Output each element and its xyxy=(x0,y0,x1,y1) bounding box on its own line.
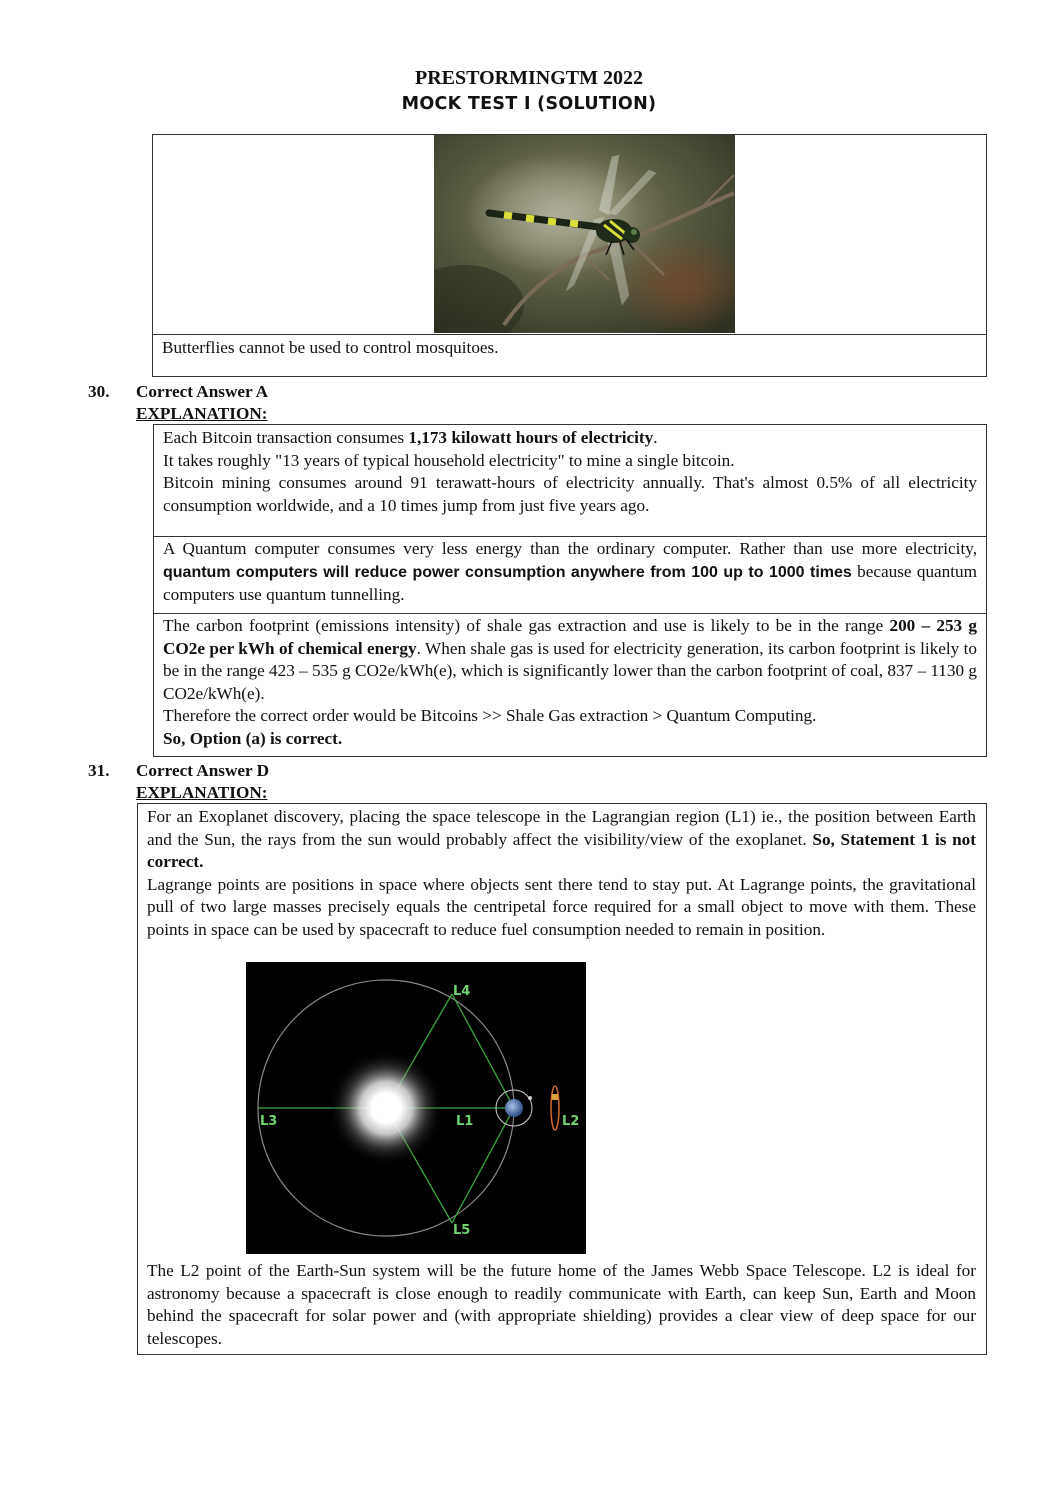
q30-explanation-label: EXPLANATION: xyxy=(136,404,268,423)
label-l2: L2 xyxy=(562,1114,580,1129)
label-l4: L4 xyxy=(453,984,471,999)
q30-order-text: Therefore the correct order would be Bitcoins >> Shale Gas extraction > Quantum Computing. xyxy=(163,706,817,726)
q31-paragraph-2: Lagrange points are positions in space where objects sent there tend to stay put. At Lagrange points, the gravitational pull of two large masses precisely equals the centripetal force required for a small object to move with them. These points in space can be used by spacecraft to reduce fuel consumption needed to remain in position. xyxy=(147,874,976,939)
q30-bitcoin-line3: Bitcoin mining consumes around 91 terawatt-hours of electricity annually. That's almost 0.5% of all electricity consumption worldwide, and a 10 times jump from just five years ago. xyxy=(163,473,977,515)
document-subtitle: MOCK TEST I (SOLUTION) xyxy=(401,94,657,114)
q31-paragraph-3: The L2 point of the Earth-Sun system will be the future home of the James Webb Space Telescope. L2 is ideal for astronomy because a spacecraft is close enough to readily communicate with Earth, can keep Sun, Earth and Moon behind the spacecraft for solar power and (with appropriate shielding) provides a clear view of deep space for our telescopes. xyxy=(147,1261,976,1348)
q30-shale-text: The carbon footprint (emissions intensity) of shale gas extraction and use is likely to be in the range 200 – 253 g CO2e per kWh of chemical energy. When shale gas is used for electricity generation, its carbon footprint is likely to be in the range 423 – 535 g CO2e/kWh(e), which is significantly lower than the carbon footprint of coal, 837 – 1130 g CO2e/kWh(e). xyxy=(163,616,977,703)
dragonfly-photo xyxy=(434,135,735,333)
q29-image-cell xyxy=(153,135,986,334)
q30-quantum-text: A Quantum computer consumes very less energy than the ordinary computer. Rather than use more electricity, quantum computers will reduce power consumption anywhere from 100 up to 1000 times because quantum computers use quantum tunnelling. xyxy=(163,539,977,605)
q30-bitcoin-line1: Each Bitcoin transaction consumes 1,173 kilowatt hours of electricity. xyxy=(163,428,658,447)
q30-explanation-table xyxy=(153,424,987,757)
q29-caption: Butterflies cannot be used to control mosquitoes. xyxy=(162,338,499,357)
q30-conclusion: So, Option (a) is correct. xyxy=(163,728,343,748)
label-l5: L5 xyxy=(453,1223,471,1238)
q31-cell xyxy=(138,804,986,1356)
q31-answer: Correct Answer D xyxy=(136,761,270,780)
q30-answer: Correct Answer A xyxy=(136,382,269,401)
q30-number: 30. xyxy=(88,382,110,401)
lagrange-diagram xyxy=(246,962,586,1254)
label-l1: L1 xyxy=(456,1114,474,1129)
q30-cell-shale xyxy=(154,613,986,758)
q30-cell-bitcoin xyxy=(154,425,986,536)
q30-cell-quantum xyxy=(154,536,986,613)
q31-number: 31. xyxy=(88,761,110,780)
label-l3: L3 xyxy=(260,1114,278,1129)
q31-paragraph-1: For an Exoplanet discovery, placing the space telescope in the Lagrangian region (L1) ie., the position between Earth and the Sun, the rays from the sun would probably affect the visibility/view of the exoplanet. So, Statement 1 is not correct. xyxy=(147,807,976,872)
q29-caption-cell xyxy=(153,334,986,378)
q31-explanation-table xyxy=(137,803,987,1355)
document-title: PRESTORMINGTM 2022 xyxy=(415,67,643,89)
q30-bitcoin-line2: It takes roughly "13 years of typical household electricity" to mine a single bitcoin. xyxy=(163,450,735,470)
q31-explanation-label: EXPLANATION: xyxy=(136,783,268,802)
q29-image-table xyxy=(152,134,987,377)
